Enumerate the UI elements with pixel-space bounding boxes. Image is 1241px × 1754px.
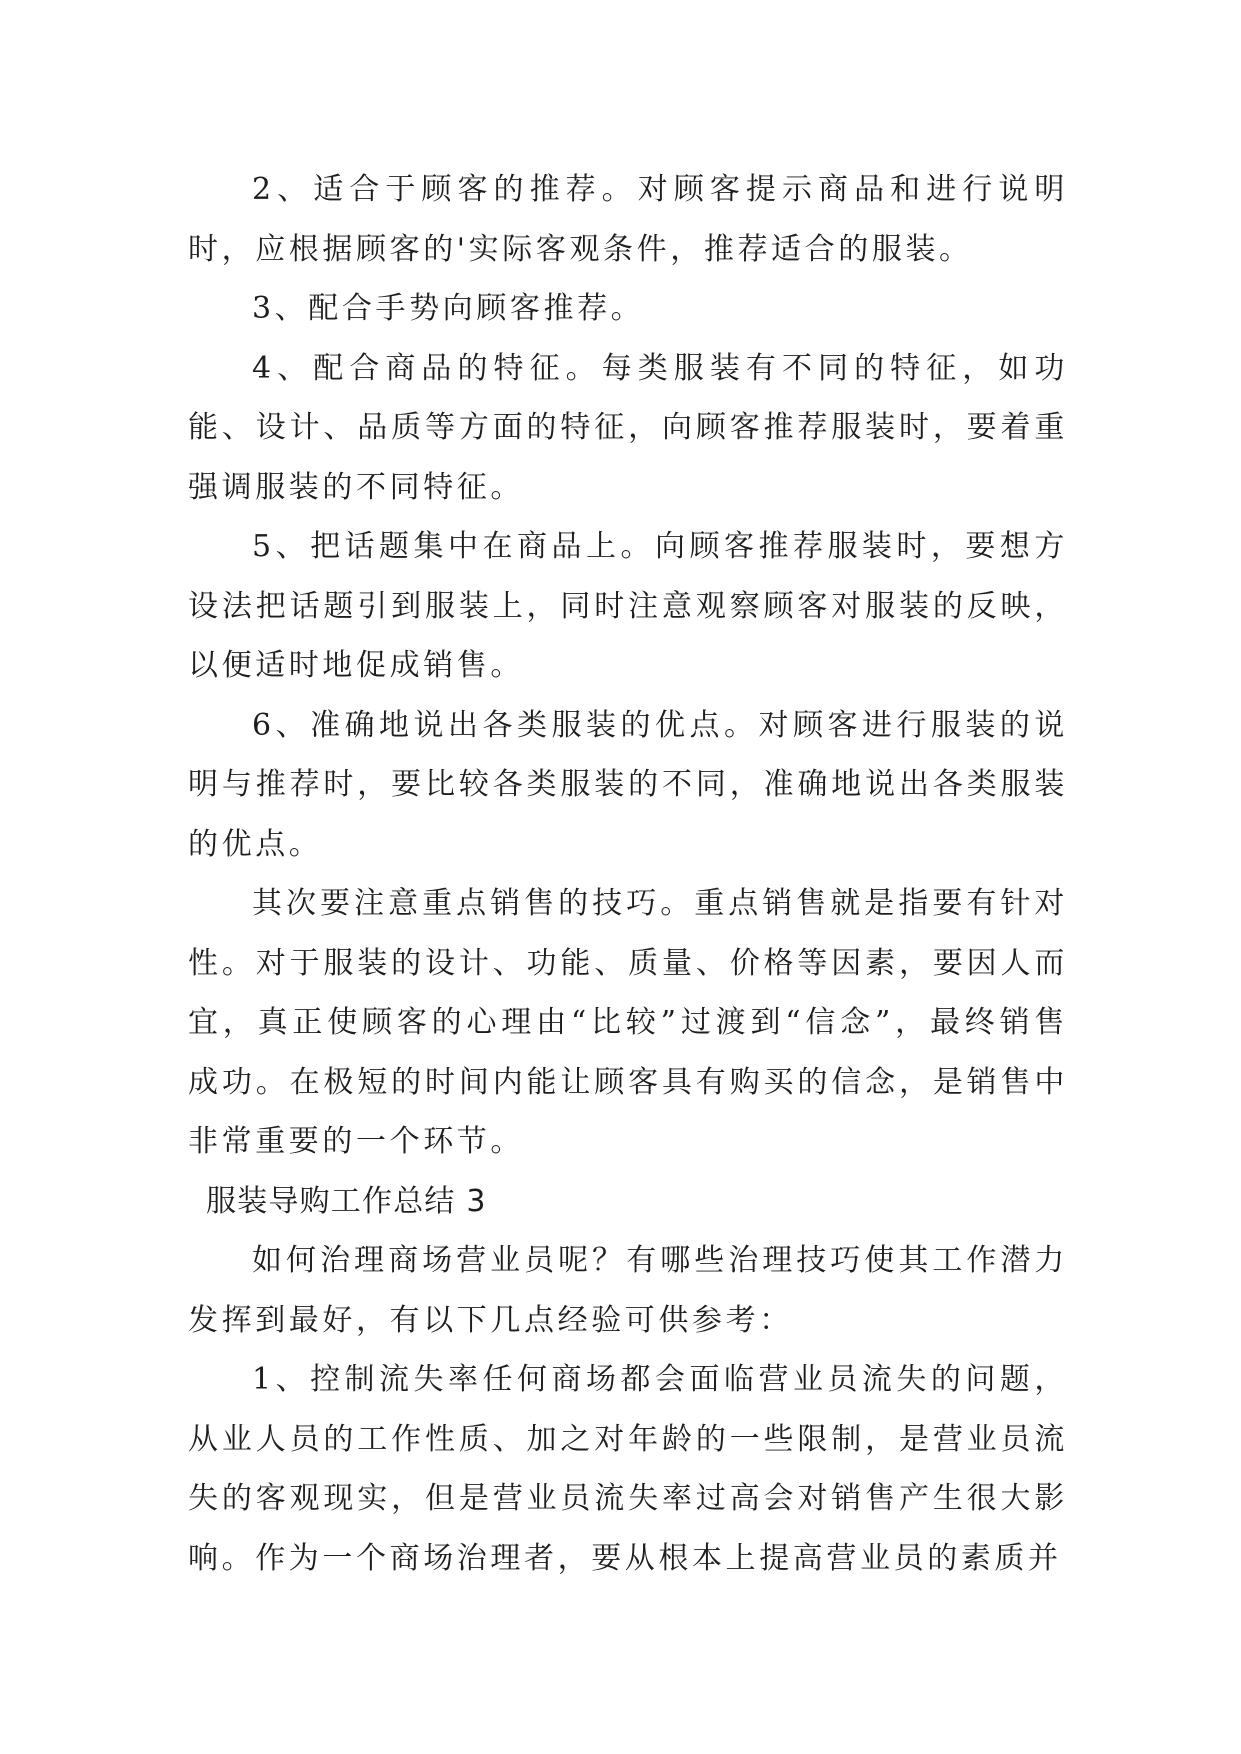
paragraph-tip-3: 3、配合手势向顾客推荐。 <box>252 291 645 326</box>
paragraph-tip-4: 4、配合商品的特征。每类服装有不同的特征，如功能、设计、品质等方面的特征，向顾客推荐服装时，要着重强调服装的不同特征。 <box>188 350 1068 505</box>
paragraph-tip-6: 6、准确地说出各类服装的优点。对顾客进行服装的说明与推荐时，要比较各类服装的不同，准确地说出各类服装的优点。 <box>188 707 1068 862</box>
document-body <box>188 160 1068 1588</box>
paragraph-tip-5: 5、把话题集中在商品上。向顾客推荐服装时，要想方设法把话题引到服装上，同时注意观察顾客对服装的反映，以便适时地促成销售。 <box>188 529 1068 683</box>
section-heading: 服装导购工作总结 3 <box>206 1183 487 1219</box>
paragraph-key-selling: 其次要注意重点销售的技巧。重点销售就是指要有针对性。对于服装的设计、功能、质量、价格等因素，要因人而宜，真正使顾客的心理由“比较”过渡到“信念”，最终销售成功。在极短的时间内能让顾客具有购买的信念，是销售中非常重要的一个环节。 <box>188 886 1068 1159</box>
paragraph-intro: 如何治理商场营业员呢？有哪些治理技巧使其工作潜力发挥到最好，有以下几点经验可供参考： <box>188 1243 1068 1338</box>
paragraph-point-1: 1、控制流失率任何商场都会面临营业员流失的问题，从业人员的工作性质、加之对年龄的一些限制，是营业员流失的客观现实，但是营业员流失率过高会对销售产生很大影响。作为一个商场治理者，要从根本上提高营业员的素质并 <box>188 1362 1068 1576</box>
paragraph-tip-2: 2、适合于顾客的推荐。对顾客提示商品和进行说明时，应根据顾客的'实际客观条件，推荐适合的服装。 <box>188 172 1068 267</box>
